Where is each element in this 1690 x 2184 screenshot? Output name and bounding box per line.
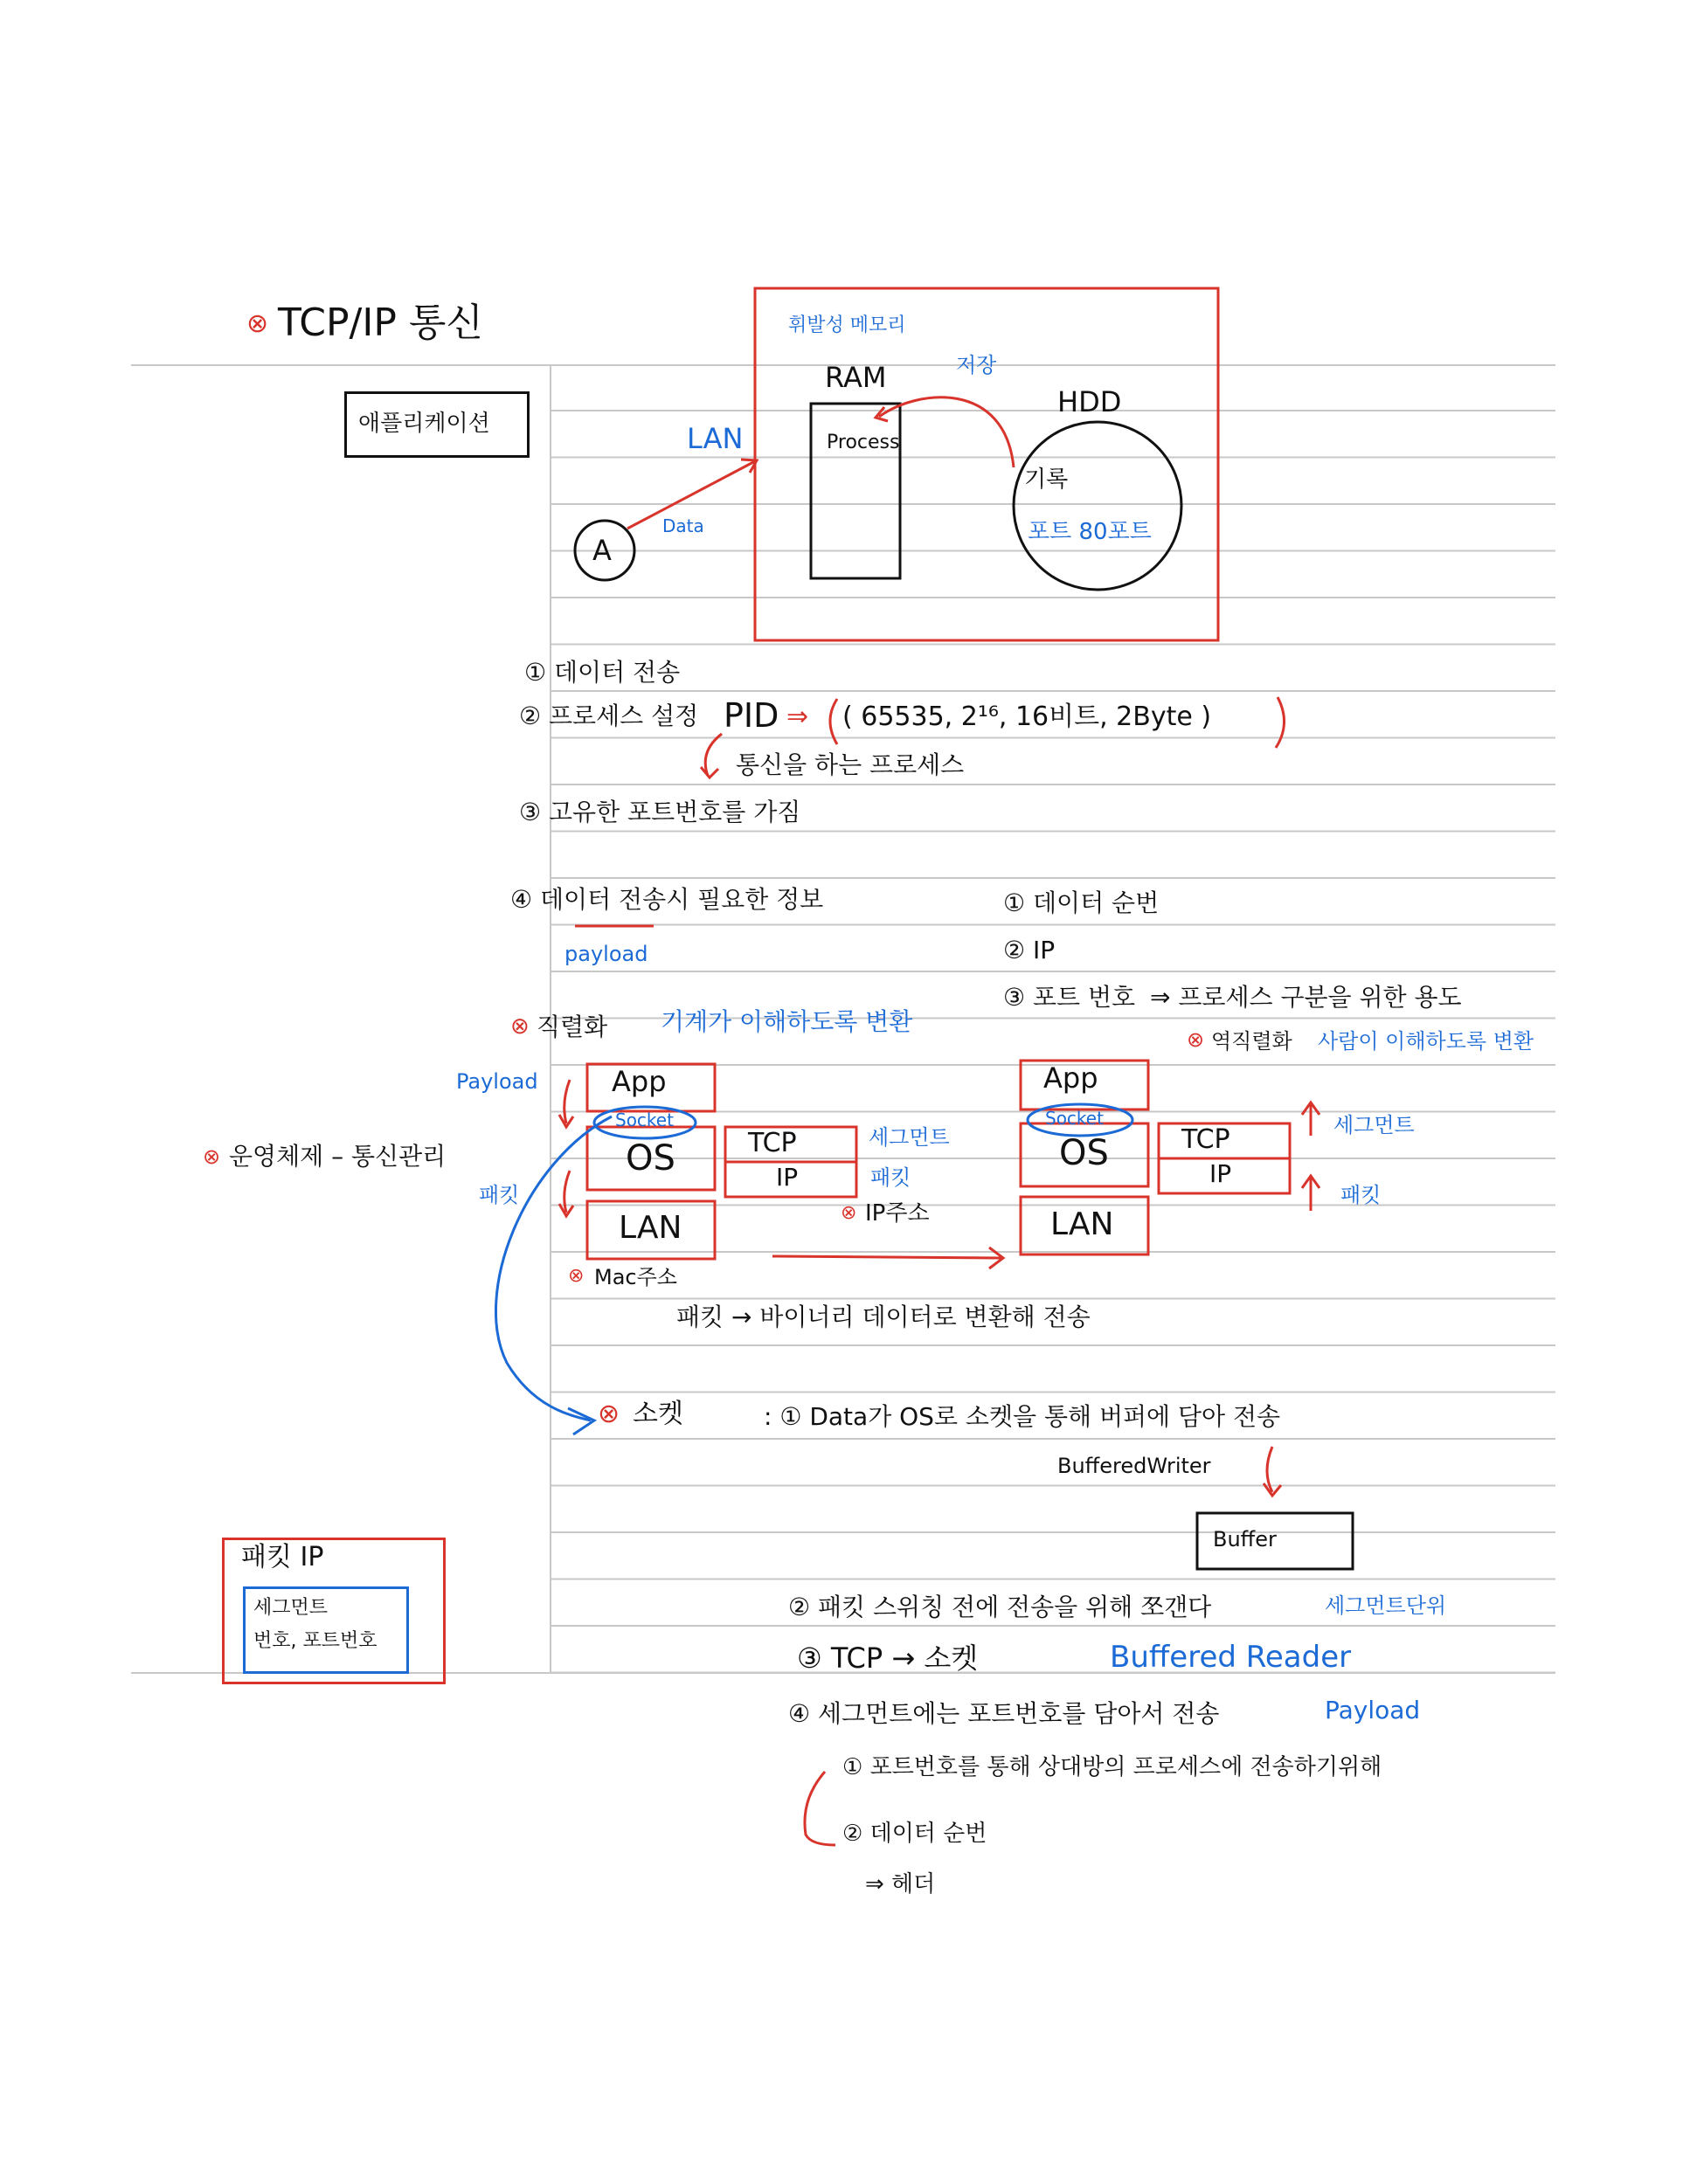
socket-line-2: ② 패킷 스위칭 전에 전송을 위해 쪼갠다 — [788, 1593, 1212, 1621]
info-2: ② IP — [1003, 936, 1056, 964]
left-ip-label: IP — [776, 1163, 799, 1192]
socket-line-3: ③ TCP → 소켓 — [797, 1641, 979, 1675]
left-app-label: App — [612, 1065, 667, 1098]
item-2-sub: 통신을 하는 프로세스 — [736, 750, 965, 779]
left-socket-label: Socket — [615, 1109, 674, 1130]
left-packet-label: 패킷 — [870, 1165, 911, 1190]
item-4: ④ 데이터 전송시 필요한 정보 — [510, 885, 824, 914]
packet-inner-line-1: 세그먼트 — [253, 1597, 329, 1619]
socket-sub-2: ② 데이터 순번 — [842, 1821, 987, 1847]
ip-bullet-icon: ⊗ — [841, 1202, 857, 1224]
socket-line-3-note: Buffered Reader — [1110, 1640, 1352, 1675]
ser-label: 직렬화 — [537, 1013, 608, 1041]
right-os-label: OS — [1059, 1133, 1109, 1173]
ser-desc: 기계가 이해하도록 변환 — [661, 1007, 913, 1036]
right-ip-label: IP — [1209, 1159, 1232, 1188]
right-packet-label: 패킷 — [1340, 1183, 1382, 1207]
app-box-label: 애플리케이션 — [358, 411, 490, 437]
ser-bullet-icon: ⊗ — [510, 1013, 530, 1040]
hdd-circle — [1014, 422, 1181, 590]
ip-addr-label: IP주소 — [865, 1200, 930, 1227]
lan-label: LAN — [687, 422, 744, 455]
transfer-arrow — [772, 1256, 1003, 1258]
page-title: TCP/IP 통신 — [278, 301, 483, 345]
right-segment-label: 세그먼트 — [1333, 1113, 1415, 1137]
left-segment-label: 세그먼트 — [869, 1125, 950, 1150]
data-label: Data — [662, 515, 704, 536]
deser-label: 역직렬화 — [1211, 1029, 1292, 1054]
ram-box — [811, 404, 900, 578]
pid-values: ( 65535, 2¹⁶, 16비트, 2Byte ) — [842, 702, 1212, 732]
payload-side-label: Payload — [456, 1069, 538, 1094]
socket-line-1: : ① Data가 OS로 소켓을 통해 버퍼에 담아 전송 — [764, 1402, 1281, 1431]
socket-sub-3: ⇒ 헤더 — [865, 1871, 936, 1897]
info-3: ③ 포트 번호 — [1003, 983, 1136, 1012]
deser-desc: 사람이 이해하도록 변환 — [1318, 1029, 1534, 1054]
save-label: 저장 — [956, 353, 997, 377]
item-1: ① 데이터 전송 — [524, 658, 681, 687]
process-label: Process — [827, 432, 900, 453]
pid-label: PID — [724, 696, 779, 735]
socket-title: 소켓 — [633, 1399, 683, 1429]
right-lan-label: LAN — [1050, 1206, 1114, 1242]
right-socket-label: Socket — [1045, 1108, 1104, 1129]
socket-sub-1: ① 포트번호를 통해 상대방의 프로세스에 전송하기위해 — [842, 1754, 1382, 1780]
pid-bracket-close — [1276, 697, 1285, 748]
socket-line-4-note: Payload — [1325, 1696, 1421, 1724]
record-label: 기록 — [1024, 467, 1069, 493]
info-1: ① 데이터 순번 — [1003, 888, 1160, 917]
left-lan-label: LAN — [619, 1210, 682, 1246]
packet-side-label: 패킷 — [479, 1183, 520, 1207]
item-3: ③ 고유한 포트번호를 가짐 — [519, 798, 801, 826]
ram-label: RAM — [825, 361, 887, 394]
buffered-writer-label: BufferedWriter — [1057, 1454, 1211, 1478]
buffer-label: Buffer — [1213, 1527, 1277, 1552]
mac-bullet-icon: ⊗ — [568, 1265, 585, 1287]
info-3-desc: ⇒ 프로세스 구분을 위한 용도 — [1150, 983, 1462, 1012]
os-bullet-icon: ⊗ — [203, 1144, 221, 1169]
left-os-label: OS — [626, 1138, 675, 1178]
memory-frame — [755, 288, 1218, 640]
title-bullet-icon: ⊗ — [246, 308, 269, 339]
socket-line-4: ④ 세그먼트에는 포트번호를 담아서 전송 — [788, 1699, 1220, 1728]
socket-bullet-icon: ⊗ — [598, 1399, 620, 1429]
volatile-memory-label: 휘발성 메모리 — [788, 314, 906, 336]
socket-line-2-note: 세그먼트단위 — [1325, 1593, 1447, 1618]
packet-box-title: 패킷 IP — [241, 1542, 324, 1572]
mac-label: Mac주소 — [594, 1265, 677, 1289]
pid-arrow-icon: ⇒ — [786, 702, 809, 732]
os-comm-label: 운영체제 – 통신관리 — [229, 1142, 447, 1171]
right-tcp-label: TCP — [1181, 1124, 1230, 1155]
hdd-label: HDD — [1057, 385, 1122, 418]
left-tcp-label: TCP — [748, 1128, 797, 1158]
port80-label: 포트 80포트 — [1028, 519, 1152, 545]
right-app-label: App — [1043, 1061, 1098, 1095]
packet-inner-line-2: 번호, 포트번호 — [253, 1630, 377, 1652]
packet-binary-label: 패킷 → 바이너리 데이터로 변환해 전송 — [676, 1303, 1091, 1331]
deser-bullet-icon: ⊗ — [1187, 1027, 1205, 1052]
item-2: ② 프로세스 설정 — [519, 702, 699, 730]
node-a-label: A — [592, 534, 612, 567]
payload-label: payload — [564, 942, 648, 966]
